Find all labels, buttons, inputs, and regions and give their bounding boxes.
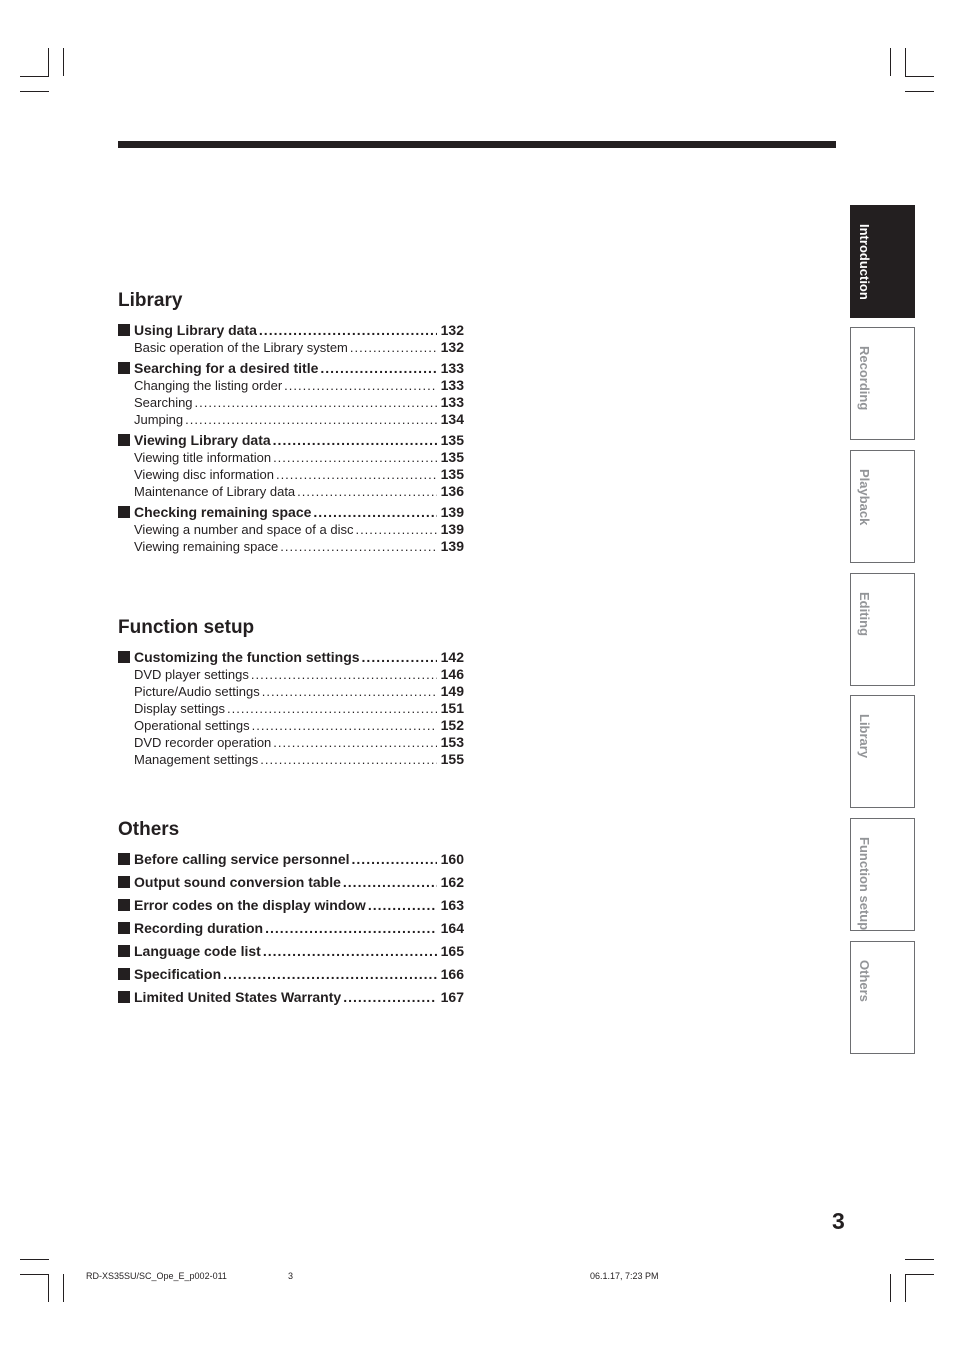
toc-page-number: 163 [440,897,464,913]
tab-recording[interactable] [850,327,915,440]
toc-entry [118,920,464,936]
toc-page-number: 132 [440,322,464,338]
top-rule [118,141,836,148]
square-bullet-icon [118,651,130,663]
toc-entry [118,874,464,890]
toc-entry-text: Jumping [134,412,184,427]
toc-page-number: 135 [440,432,464,448]
tab-function-setup[interactable] [850,818,915,931]
dot-leader [273,450,437,465]
square-bullet-icon [118,876,130,888]
toc-entry-text: Language code list [134,943,261,959]
toc-entry-text: Basic operation of the Library system [134,340,348,355]
tab-playback[interactable] [850,450,915,563]
toc-entry-text: Searching [134,395,193,410]
toc-entry-text: Picture/Audio settings [134,684,260,699]
toc-entry-text: Using Library data [134,322,257,338]
toc-subentry [118,700,464,716]
section-others [118,819,464,1005]
dot-leader [343,989,436,1005]
toc-entry-text: Display settings [134,701,226,716]
toc-entry-text: Maintenance of Library data [134,484,296,499]
section-title: Library [118,290,183,311]
dot-leader [195,395,437,410]
toc-page-number: 167 [440,989,464,1005]
dot-leader [368,897,437,913]
dot-leader [355,522,436,537]
toc-entry-text: Output sound conversion table [134,874,341,890]
dot-leader [263,943,437,959]
toc-entry [118,966,464,982]
toc-page-number: 139 [440,504,464,520]
toc-entry [118,897,464,913]
dot-leader [260,752,436,767]
dot-leader [252,718,437,733]
toc-subentry [118,751,464,767]
toc-list [118,322,464,554]
footer-sheet: 3 [288,1271,294,1281]
toc-entry-text: Viewing Library data [134,432,271,448]
toc-entry-text: Recording duration [134,920,264,936]
footer-timestamp: 06.1.17, 7:23 PM [590,1271,659,1281]
toc-subentry [118,666,464,682]
tab-label: Introduction [857,224,872,300]
dot-leader [223,966,437,982]
toc-page-number: 151 [440,700,464,716]
toc-entry [118,851,464,867]
dot-leader [297,484,436,499]
dot-leader [284,378,436,393]
square-bullet-icon [118,945,130,957]
section-library [118,290,464,554]
toc-page-number: 155 [440,751,464,767]
toc-subentry [118,734,464,750]
toc-page-number: 133 [440,360,464,376]
dot-leader [185,412,437,427]
square-bullet-icon [118,899,130,911]
dot-leader [273,735,436,750]
toc-entry-text: Changing the listing order [134,378,283,393]
dot-leader [343,874,437,890]
square-bullet-icon [118,853,130,865]
toc-page-number: 133 [440,394,464,410]
tab-label: Recording [857,346,872,411]
toc-page-number: 146 [440,666,464,682]
dot-leader [259,322,437,338]
toc-subentry [118,717,464,733]
square-bullet-icon [118,922,130,934]
toc-list [118,649,464,767]
page-number: 3 [832,1208,845,1234]
toc-entry [118,322,464,338]
dot-leader [280,539,436,554]
tab-label: Others [857,960,872,1002]
toc-entry-text: Viewing remaining space [134,539,279,554]
toc-entry-text: Viewing a number and space of a disc [134,522,354,537]
toc-page-number: 134 [440,411,464,427]
toc-page-number: 166 [440,966,464,982]
toc-page-number: 135 [440,466,464,482]
toc-subentry [118,339,464,355]
toc-page-number: 165 [440,943,464,959]
square-bullet-icon [118,968,130,980]
toc-entry [118,504,464,520]
toc-page-number: 136 [440,483,464,499]
toc-page-number: 162 [440,874,464,890]
section-title: Others [118,819,180,840]
toc-page-number: 132 [440,339,464,355]
toc-page-number: 153 [440,734,464,750]
toc-entry-text: Viewing title information [134,450,272,465]
toc-entry-text: Specification [134,966,222,982]
toc-page-number: 135 [440,449,464,465]
toc-entry [118,989,464,1005]
square-bullet-icon [118,991,130,1003]
toc-page-number: 139 [440,538,464,554]
square-bullet-icon [118,506,130,518]
toc-entry-text: Viewing disc information [134,467,274,482]
toc-subentry [118,483,464,499]
toc-entry [118,943,464,959]
tab-introduction[interactable] [850,205,915,318]
section-function-setup [118,617,464,767]
tab-label: Function setup [857,837,872,931]
square-bullet-icon [118,434,130,446]
toc-entry-text: Limited United States Warranty [134,989,342,1005]
toc-entry [118,649,464,665]
toc-subentry [118,394,464,410]
square-bullet-icon [118,362,130,374]
toc-subentry [118,683,464,699]
dot-leader [313,504,436,520]
toc-list [118,851,464,1005]
dot-leader [276,467,437,482]
toc-subentry [118,466,464,482]
dot-leader [350,340,437,355]
toc-entry [118,432,464,448]
toc-entry-text: Management settings [134,752,259,767]
toc-page-number: 152 [440,717,464,733]
tab-label: Editing [857,592,872,637]
section-title: Function setup [118,617,255,638]
dot-leader [227,701,437,716]
toc-page-number: 139 [440,521,464,537]
dot-leader [352,851,437,867]
toc-subentry [118,377,464,393]
toc-entry-text: Error codes on the display window [134,897,366,913]
dot-leader [273,432,437,448]
tab-label: Playback [857,469,872,526]
toc-subentry [118,538,464,554]
toc-entry-text: DVD player settings [134,667,249,682]
toc-entry [118,360,464,376]
toc-page-number: 160 [440,851,464,867]
tab-library[interactable] [850,695,915,808]
toc-entry-text: Checking remaining space [134,504,312,520]
dot-leader [362,649,437,665]
tab-label: Library [857,714,872,759]
dot-leader [320,360,436,376]
toc-entry-text: Before calling service personnel [134,851,350,867]
dot-leader [265,920,437,936]
tab-editing[interactable] [850,573,915,686]
dot-leader [262,684,437,699]
toc-subentry [118,449,464,465]
toc-entry-text: Customizing the function settings [134,649,360,665]
toc-subentry [118,521,464,537]
toc-entry-text: Operational settings [134,718,250,733]
tab-others[interactable] [850,941,915,1054]
dot-leader [251,667,437,682]
footer-file: RD-XS35SU/SC_Ope_E_p002-011 [86,1271,227,1281]
toc-subentry [118,411,464,427]
square-bullet-icon [118,324,130,336]
toc-entry-text: DVD recorder operation [134,735,272,750]
toc-page-number: 133 [440,377,464,393]
toc-page-number: 164 [440,920,464,936]
toc-page-number: 149 [440,683,464,699]
toc-page-number: 142 [440,649,464,665]
toc-entry-text: Searching for a desired title [134,360,319,376]
